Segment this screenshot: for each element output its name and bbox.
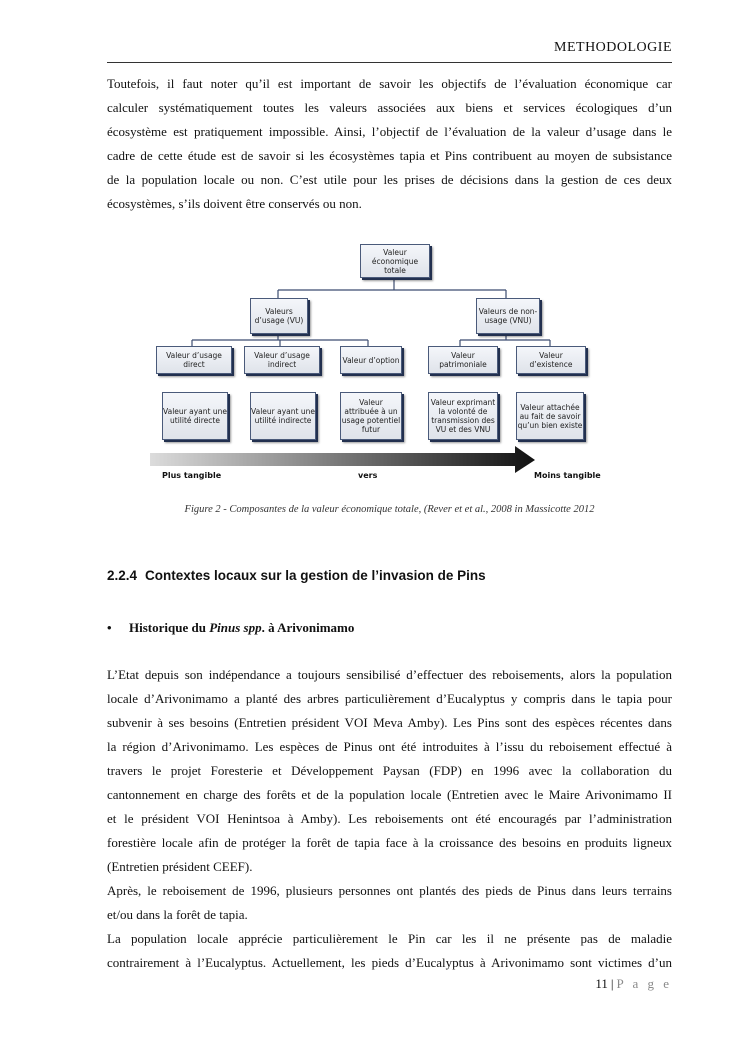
text-line: forestière locale afin de protéger la forêt de tapia face à la croissance des besoins en produits ligneux (107, 835, 672, 850)
text-line: écosystème est pratiquement impossible. Ainsi, l’objectif de l’évaluation de la valeur d’usage dans le (107, 124, 672, 139)
text-line: calculer systématiquement toutes les valeurs associées aux biens et services écologiques d’un (107, 100, 672, 115)
text-line: et le président VOI Henintsoa à Amby). Les reboisements ont été encouragés par l’administration (107, 811, 672, 826)
node-indirect-use: Valeur d’usage indirect (244, 346, 320, 374)
node-vnu: Valeurs de non-usage (VNU) (476, 298, 540, 334)
intro-paragraph (107, 72, 672, 216)
text-line: de la population locale ou non. C’est utile pour les prises de décisions dans la gestion de ces deux (107, 172, 672, 187)
text-line: Toutefois, il faut noter qu’il est important de savoir les objectifs de l’évaluation économique car (107, 76, 672, 91)
node-option: Valeur d’option (340, 346, 402, 374)
text-line: locale d’Arivonimamo a planté des arbres particulièrement d’Eucalyptus y compris dans le tapia pour (107, 691, 672, 706)
section-heading (107, 568, 486, 583)
text-line: la région d’Arivonimamo. Les espèces de Pinus ont été introduites à l’issu du reboisement effectué à (107, 739, 672, 754)
node-vu: Valeurs d’usage (VU) (250, 298, 308, 334)
page-footer (595, 976, 672, 992)
body-paragraph (107, 663, 672, 975)
text-line: cantonnement en charge des forêts et de la population locale (Entretien avec le Maire Arivonimamo II (107, 787, 672, 802)
bullet-italic: Pinus spp (209, 620, 262, 635)
running-header: METHODOLOGIE (107, 40, 672, 63)
node-transmission: Valeur exprimant la volonté de transmission des VU et des VNU (428, 392, 498, 440)
section-number: 2.2.4 (107, 568, 138, 583)
text-line: et/ou dans la forêt de tapia. (107, 907, 248, 922)
node-indirect-utility: Valeur ayant une utilité indirecte (250, 392, 316, 440)
text-line: travers le projet Foresterie et Développement Paysan (FDP) en 1996 avec la collaboration du (107, 763, 672, 778)
text-line: L’Etat depuis son indépendance a toujours sensibilisé d’effectuer des reboisements, alors la population (107, 667, 672, 682)
node-root: Valeur économique totale (360, 244, 430, 278)
arrow-right-label: Moins tangible (534, 471, 601, 480)
page-label: P a g e (616, 976, 672, 991)
node-heritage: Valeur patrimoniale (428, 346, 498, 374)
footer-separator: | (610, 976, 614, 991)
text-line: (Entretien président CEEF). (107, 859, 253, 874)
arrow-mid-label: vers (358, 471, 378, 480)
figure-caption: Figure 2 - Composantes de la valeur économique totale, (Rever et et al., 2008 in Massicotte 2012 (184, 504, 595, 515)
bullet-suffix: . à Arivonimamo (261, 620, 355, 635)
node-existence: Valeur d’existence (516, 346, 586, 374)
text-line: cadre de cette étude est de savoir si les écosystèmes tapia et Pins contribuent au moyen de subsistance (107, 148, 672, 163)
node-direct-utility: Valeur ayant une utilité directe (162, 392, 228, 440)
node-future-use: Valeur attribuée à un usage potentiel futur (340, 392, 402, 440)
text-line: Après, le reboisement de 1996, plusieurs personnes ont plantés des pieds de Pinus dans leurs terrains (107, 883, 672, 898)
arrow-left-label: Plus tangible (162, 471, 222, 480)
page-number: 11 (595, 976, 608, 991)
bullet-heading (107, 620, 354, 636)
bullet-prefix: Historique du (129, 620, 210, 635)
value-diagram (150, 240, 620, 490)
text-line: subvenir à ses besoins (Entretien président VOI Meva Amby). Les Pins sont des espèces récentes dans (107, 715, 672, 730)
node-existence-knowledge: Valeur attachée au fait de savoir qu’un bien existe (516, 392, 584, 440)
text-line: La population locale apprécie particulièrement le Pin car les il ne présente pas de maladie (107, 931, 672, 946)
section-title: Contextes locaux sur la gestion de l’invasion de Pins (145, 568, 486, 583)
text-line: contrairement à l’Eucalyptus. Actuellement, les pieds d’Eucalyptus à Arivonimamo sont victimes d’un (107, 955, 672, 970)
text-line: écosystèmes, s’ils doivent être conservés ou non. (107, 196, 362, 211)
node-direct-use: Valeur d’usage direct (156, 346, 232, 374)
bullet-icon: • (107, 620, 112, 635)
